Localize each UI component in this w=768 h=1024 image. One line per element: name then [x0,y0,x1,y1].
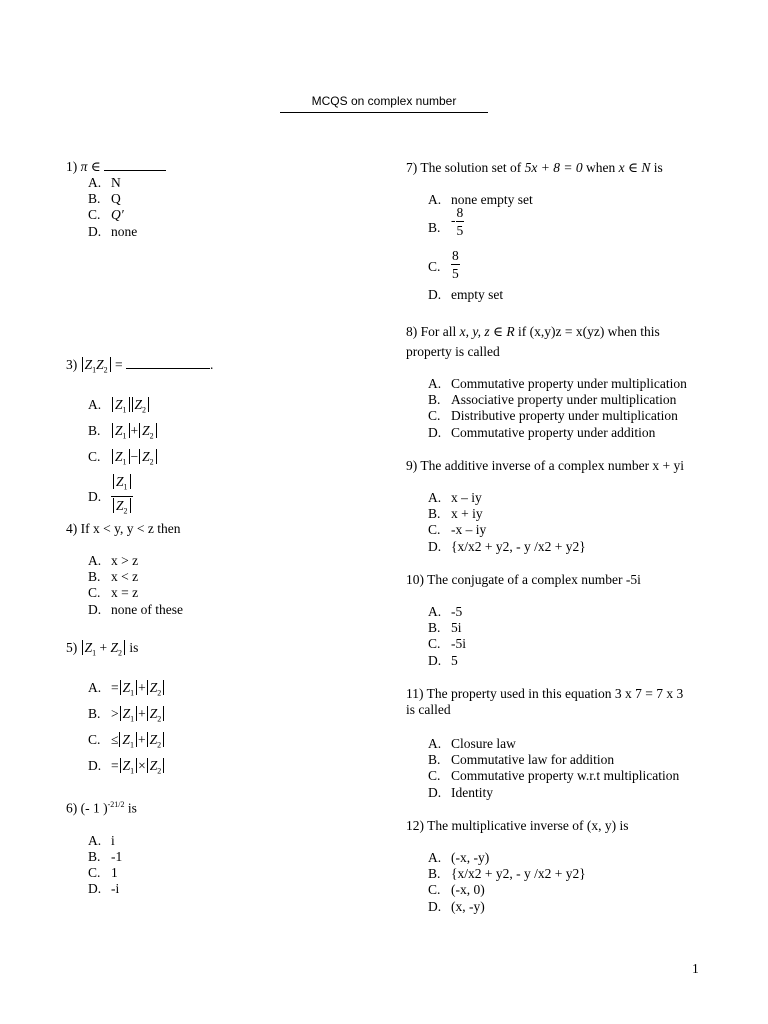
question-11: 11) The property used in this equation 3 x 7 = 7 x 3 is called A. Closure law B. Commutative law for addition C. Commutative property w.r.t multiplication D. Identity [406,686,684,800]
option-b: B. x + iy [428,506,483,522]
question-1 [66,159,166,240]
question-text: If x < y, y < z then [80,521,181,536]
option-b: B. {x/x2 + y2, - y /x2 + y2} [428,866,586,882]
option-c: C. Commutative property w.r.t multiplication [428,768,680,784]
option-c: C. x = z [88,585,139,601]
option-b: B. > $Z_1 + Z_2$ [66,706,266,732]
question-8: 8) For all x, y, z ∈ R if (x,y)z = x(yz) when this property is called A. Commutative property under multiplication B. Associative property under multiplication C. Distributive property under multiplication D. Commutative property under addition [406,324,687,440]
option-a: A. none empty set [428,192,533,207]
option-c: C. Distributive property under multiplication [428,408,678,424]
option-a: A. i [88,832,115,848]
question-4: 4) If x < y, y < z then A. x > z B. x < z C. x = z D. none of these [66,521,183,617]
option-d: D. -i [88,881,120,897]
option-d: D. Identity [428,784,493,800]
option-a: A. $Z_1$ $Z_2$ [66,397,266,423]
option-c: C. $Z_1 - Z_2$ [66,449,266,479]
option-c: C. -5i [428,636,466,652]
question-5: 5) $Z_1 + Z_2$ is A. = $Z_1 + Z_2$ B. > $Z_1 + Z_2$ C. ≤ $Z_1 + Z_2$ D. = $Z_1 \times Z_2$ [66,640,138,662]
modulus-z1z2: $Z_1Z_2$ [82,357,111,372]
option-b: B. Associative property under multiplication [428,392,677,408]
question-12: 12) The multiplicative inverse of (x, y) is A. (-x, -y) B. {x/x2 + y2, - y /x2 + y2} C. (-x, 0) D. (x, -y) [406,818,629,914]
option-d: D. none [88,223,138,239]
option-d: D. (x, -y) [428,898,485,914]
option-c: C. Q′ [88,207,124,223]
option-d: D. 5 [428,652,458,668]
option-a: A. x > z [88,553,139,568]
option-a: A. N [88,175,121,190]
question-3: 3) $Z_1Z_2$ = . A. $Z_1$ $Z_2$ B. $Z_1 + Z_2$ C. $Z_1 - Z_2$ D. $\frac{Z_1}{Z_2}$ [66,357,213,379]
option-b: B. Commutative law for addition [428,752,615,768]
question-7: 7) The solution set of 5x + 8 = 0 when x ∈ N is A. none empty set B. - $\frac{8}{5}$ C. $\frac{8}{5}$ D. empty set [406,160,663,176]
option-d: D. none of these [88,601,183,617]
option-b: B. -1 [88,848,123,864]
option-d: D. {x/x2 + y2, - y /x2 + y2} [428,538,586,554]
option-b: B. - $\frac{8}{5}$ [428,205,464,238]
option-c: C. 1 [88,864,118,880]
option-b: B. x < z [88,569,139,585]
question-6: 6) (- 1 )$^{-21/2}$ is A. i B. -1 C. 1 D. -i [66,800,137,897]
option-a: A. -5 [428,604,463,619]
option-c: C. $\frac{8}{5}$ [428,248,459,281]
question-number: 3) [66,357,78,372]
option-c: C. -x – iy [428,522,487,538]
question-9: 9) The additive inverse of a complex number x + yi A. x – iy B. x + iy C. -x – iy D. {x/x2 + y2, - y /x2 + y2} [406,458,685,554]
option-a: A. Closure law [428,736,516,751]
option-d: D. $\frac{Z_1}{Z_2}$ [66,479,266,519]
option-b: B. Q [88,191,121,207]
question-10: 10) The conjugate of a complex number -5i A. -5 B. 5i C. -5i D. 5 [406,572,641,668]
question-number: 1) [66,159,78,174]
answer-blank [126,357,210,369]
answer-blank [104,159,166,171]
option-d: D. = $Z_1 \times Z_2$ [66,758,266,784]
pi-symbol: π ∈ [80,159,101,174]
option-b: B. 5i [428,620,462,636]
option-b: B. $Z_1 + Z_2$ [66,423,266,449]
option-a: A. = $Z_1 + Z_2$ [66,680,266,706]
option-d: D. empty set [428,287,504,302]
document-title: MCQS on complex number [280,93,488,113]
option-c: C. ≤ $Z_1 + Z_2$ [66,732,266,758]
option-c: C. (-x, 0) [428,882,485,898]
option-a: A. x – iy [428,490,482,505]
option-d: D. Commutative property under addition [428,424,656,440]
option-a: A. Commutative property under multiplication [428,376,687,391]
option-a: A. (-x, -y) [428,850,490,865]
page-number: 1 [692,961,699,976]
